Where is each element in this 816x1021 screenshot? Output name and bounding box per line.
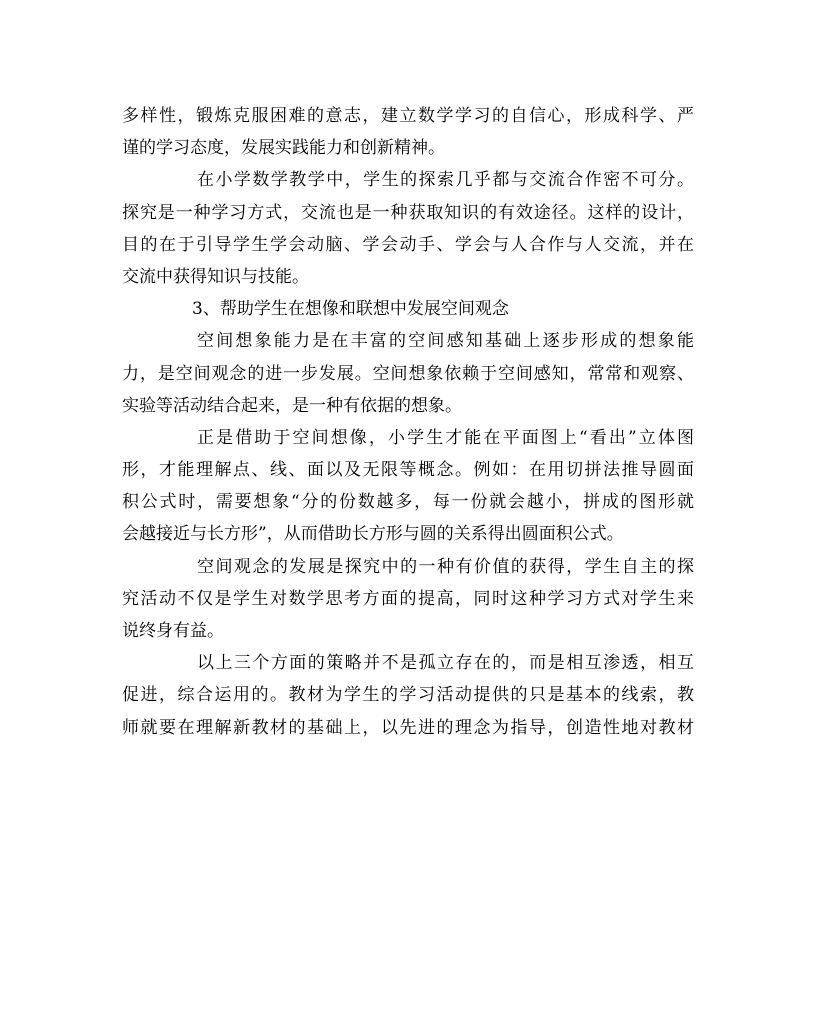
paragraph-first-line: 在小学数学教学中，学生的探索几乎都与交流合作密不可分。 bbox=[197, 170, 694, 191]
text-line: 积公式时，需要想象“分的份数越多，每一份就会越小，拼成的图形就 bbox=[122, 492, 694, 513]
text-line: 交流中获得知识与技能。 bbox=[122, 266, 309, 287]
text-line: 形，才能理解点、线、面以及无限等概念。例如：在用切拼法推导圆面 bbox=[122, 460, 694, 481]
text-line: 力，是空间观念的进一步发展。空间想象依赖于空间感知，常常和观察、 bbox=[122, 363, 694, 384]
text-line: 会越接近与长方形”，从而借助长方形与圆的关系得出圆面积公式。 bbox=[122, 524, 624, 545]
text-line: 谨的学习态度，发展实践能力和创新精神。 bbox=[122, 138, 445, 159]
paragraph-first-line: 以上三个方面的策略并不是孤立存在的，而是相互渗透，相互 bbox=[197, 653, 694, 674]
text-line: 究活动不仅是学生对数学思考方面的提高，同时这种学习方式对学生来 bbox=[122, 588, 694, 609]
text-line: 目的在于引导学生学会动脑、学会动手、学会与人合作与人交流，并在 bbox=[122, 234, 694, 255]
paragraph-first-line: 空间想象能力是在丰富的空间感知基础上逐步形成的想象能 bbox=[197, 331, 694, 352]
text-line: 促进，综合运用的。教材为学生的学习活动提供的只是基本的线索，教 bbox=[122, 685, 694, 706]
document-body bbox=[122, 100, 694, 744]
text-line: 师就要在理解新教材的基础上，以先进的理念为指导，创造性地对教材 bbox=[122, 717, 694, 738]
paragraph-first-line: 空间观念的发展是探究中的一种有价值的获得，学生自主的探 bbox=[197, 556, 694, 577]
text-line: 说终身有益。 bbox=[122, 621, 224, 641]
paragraph-first-line: 正是借助于空间想像，小学生才能在平面图上“看出”立体图 bbox=[197, 427, 694, 448]
text-line: 多样性，锻炼克服困难的意志，建立数学学习的自信心，形成科学、严 bbox=[122, 106, 694, 126]
section-heading: 3、帮助学生在想像和联想中发展空间观念 bbox=[192, 299, 509, 320]
text-line: 探究是一种学习方式，交流也是一种获取知识的有效途径。这样的设计， bbox=[122, 202, 694, 223]
text-line: 实验等活动结合起来，是一种有依据的想象。 bbox=[122, 395, 462, 416]
